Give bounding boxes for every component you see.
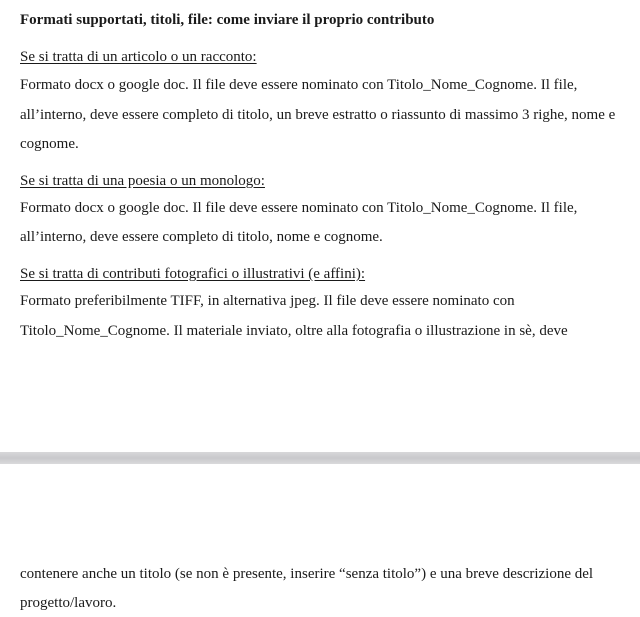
section-photo-line-2: Titolo_Nome_Cognome. Il materiale inviato, oltre alla fotografia o illustrazione in sè, deve — [20, 323, 568, 339]
section-article-line-2: all’interno, deve essere completo di titolo, un breve estratto o riassunto di massimo 3 righe, nome e — [20, 107, 616, 123]
section-article-line-3: cognome. — [20, 136, 79, 152]
continuation-line-2: progetto/lavoro. — [20, 595, 117, 611]
page-separator — [0, 452, 640, 464]
document-title: Formati supportati, titoli, file: come inviare il proprio contributo — [20, 12, 435, 28]
document-page-2 — [0, 464, 640, 617]
section-heading-article: Se si tratta di un articolo o un racconto: — [20, 49, 257, 65]
section-heading-photo: Se si tratta di contributi fotografici o illustrativi (e affini): — [20, 266, 366, 282]
section-poetry-line-1: Formato docx o google doc. Il file deve essere nominato con Titolo_Nome_Cognome. Il file, — [20, 200, 578, 216]
section-poetry-line-2: all’interno, deve essere completo di titolo, nome e cognome. — [20, 229, 383, 245]
section-photo-line-1: Formato preferibilmente TIFF, in alternativa jpeg. Il file deve essere nominato con — [20, 293, 515, 309]
section-article-line-1: Formato docx o google doc. Il file deve essere nominato con Titolo_Nome_Cognome. Il file, — [20, 77, 578, 93]
continuation-line-1: contenere anche un titolo (se non è presente, inserire “senza titolo”) e una breve descrizione del — [20, 566, 594, 582]
section-heading-poetry: Se si tratta di una poesia o un monologo: — [20, 173, 265, 189]
